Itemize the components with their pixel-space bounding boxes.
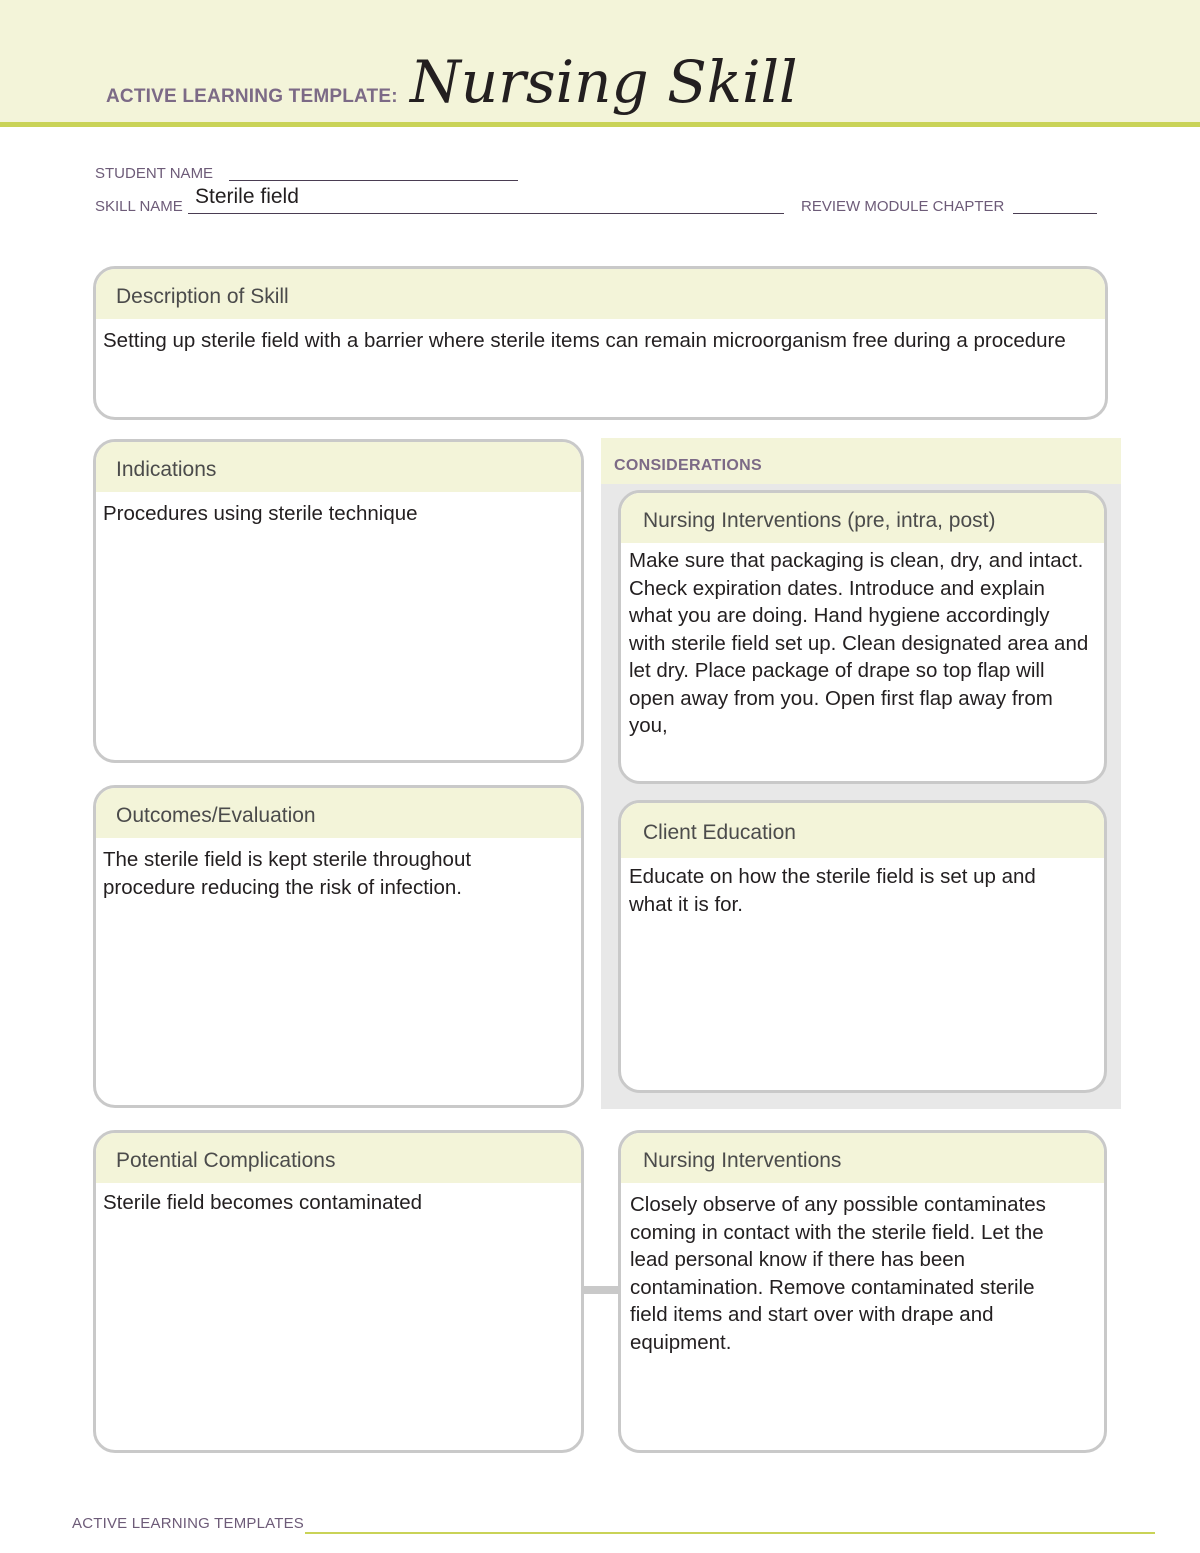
potential-complications-box: [93, 1130, 584, 1453]
connector-bar: [582, 1286, 622, 1294]
description-box: [93, 266, 1108, 420]
outcomes-title: Outcomes/Evaluation: [96, 788, 581, 838]
description-title: Description of Skill: [96, 269, 1105, 319]
student-name-label: STUDENT NAME: [95, 165, 214, 182]
client-education-content[interactable]: Educate on how the sterile field is set up and what it is for.: [629, 865, 1036, 916]
nursing-interventions-ppp-box: [618, 490, 1107, 784]
nursing-interventions-box: [618, 1130, 1107, 1453]
client-education-box: [618, 800, 1107, 1093]
indications-box: [93, 439, 584, 763]
footer-divider: [305, 1532, 1155, 1534]
nursing-interventions-ppp-content[interactable]: Make sure that packaging is clean, dry, and intact. Check expiration dates. Introduce and explain what you are doing. Hand hygiene accordingly with sterile field set up. Clean designated area and let dry. Place package of drape so top flap will open away from you. Open first flap away from you,: [629, 549, 1089, 737]
header-divider: [0, 122, 1200, 127]
nursing-interventions-ppp-title: Nursing Interventions (pre, intra, post): [621, 493, 1104, 543]
skill-name-label: SKILL NAME: [95, 198, 183, 215]
description-content[interactable]: Setting up sterile field with a barrier where sterile items can remain microorganism free during a procedure: [103, 329, 1066, 352]
student-name-line: [229, 179, 518, 181]
footer-label: ACTIVE LEARNING TEMPLATES: [72, 1515, 304, 1532]
nursing-interventions-content[interactable]: Closely observe of any possible contaminates coming in contact with the sterile field. Let the lead personal know if there has been contamination. Remove contaminated sterile field items and start over with drape and equipment.: [630, 1193, 1046, 1354]
template-title: Nursing Skill: [410, 48, 798, 116]
outcomes-content[interactable]: The sterile field is kept sterile throughout procedure reducing the risk of infection.: [103, 848, 472, 899]
indications-content[interactable]: Procedures using sterile technique: [103, 502, 418, 525]
skill-name-value[interactable]: Sterile field: [195, 185, 299, 208]
nursing-interventions-title: Nursing Interventions: [621, 1133, 1104, 1183]
client-education-title: Client Education: [621, 803, 1104, 858]
template-label: ACTIVE LEARNING TEMPLATE:: [106, 86, 398, 107]
skill-name-line: [188, 212, 784, 214]
potential-complications-content[interactable]: Sterile field becomes contaminated: [103, 1191, 423, 1214]
indications-title: Indications: [96, 442, 581, 492]
review-module-line: [1013, 212, 1097, 214]
outcomes-box: [93, 785, 584, 1108]
review-module-label: REVIEW MODULE CHAPTER: [801, 198, 1005, 215]
considerations-label: CONSIDERATIONS: [614, 457, 762, 474]
potential-complications-title: Potential Complications: [96, 1133, 581, 1183]
